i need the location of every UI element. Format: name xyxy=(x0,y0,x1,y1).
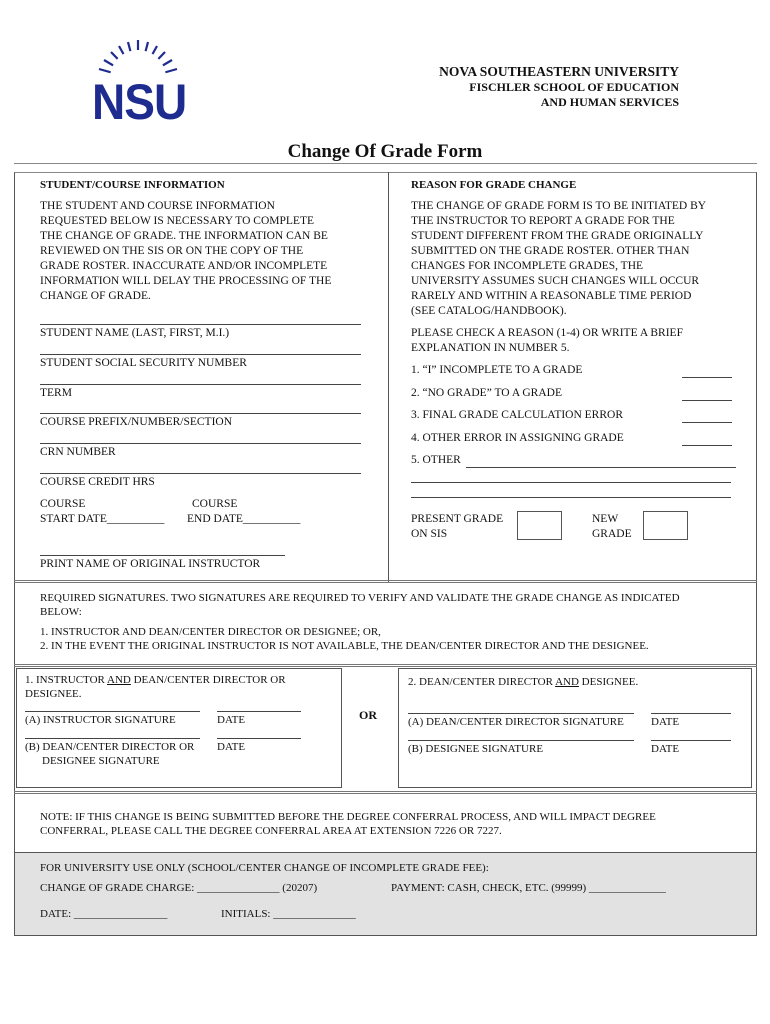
university-use-heading: FOR UNIVERSITY USE ONLY (SCHOOL/CENTER CHANGE OF INCOMPLETE GRADE FEE): xyxy=(40,862,489,874)
course-prefix-line[interactable] xyxy=(40,413,361,414)
designee-signature-line[interactable] xyxy=(408,740,634,741)
school-name-line2: AND HUMAN SERVICES xyxy=(540,95,679,109)
ssn-label: STUDENT SOCIAL SECURITY NUMBER xyxy=(40,357,247,369)
reason-5-line[interactable] xyxy=(466,467,736,468)
designee-signature-label: (B) DESIGNEE SIGNATURE xyxy=(408,743,544,755)
student-name-label: STUDENT NAME (LAST, FIRST, M.I.) xyxy=(40,327,230,339)
instructor-signature-line[interactable] xyxy=(25,711,200,712)
date-field[interactable]: DATE: _________________ xyxy=(40,908,168,920)
page-title: Change Of Grade Form xyxy=(287,141,483,162)
present-grade-box[interactable] xyxy=(517,511,562,540)
credit-hrs-line[interactable] xyxy=(40,473,361,474)
instructor-signature-label: (A) INSTRUCTOR SIGNATURE xyxy=(25,714,176,726)
reason-3-check[interactable] xyxy=(682,422,732,423)
reason-1-label: 1. “I” INCOMPLETE TO A GRADE xyxy=(411,364,583,376)
instructor-name-label: PRINT NAME OF ORIGINAL INSTRUCTOR xyxy=(40,558,261,570)
ssn-line[interactable] xyxy=(40,354,361,355)
signatures-options: 1. INSTRUCTOR AND DEAN/CENTER DIRECTOR OR DESIGNEE; OR, 2. IN THE EVENT THE ORIGINAL INSTRUCTOR IS NOT AVAILABLE, THE DEAN/CENTER DIRECTOR AND THE DESIGNEE. xyxy=(40,626,649,652)
column-divider xyxy=(388,172,389,582)
reason-instruction: PLEASE CHECK A REASON (1-4) OR WRITE A BRIEF EXPLANATION IN NUMBER 5. xyxy=(411,327,683,354)
course-prefix-label: COURSE PREFIX/NUMBER/SECTION xyxy=(40,416,233,428)
reason-intro: THE CHANGE OF GRADE FORM IS TO BE INITIATED BY THE INSTRUCTOR TO REPORT A GRADE FOR THE STUDENT DIFFERENT FROM THE GRADE ORIGINALLY SUBMITTED ON THE GRADE ROSTER. OTHER THAN CHANGES FOR INCOMPLETE GRADES, THE UNIVERSITY ASSUMES SUCH CHANGES WILL OCCUR RARELY AND WITHIN A REASONABLE TIME PERIOD (SEE CATALOG/HANDBOOK). xyxy=(411,200,707,317)
designee-date-label: DATE xyxy=(651,743,680,755)
course-end-date[interactable]: END DATE__________ xyxy=(187,513,301,525)
nsu-logo xyxy=(90,38,186,130)
reason-2-label: 2. “NO GRADE” TO A GRADE xyxy=(411,387,562,399)
student-name-line[interactable] xyxy=(40,324,361,325)
payment-field[interactable]: PAYMENT: CASH, CHECK, ETC. (99999) ______________ xyxy=(391,882,666,894)
course-start-date[interactable]: START DATE__________ xyxy=(40,513,165,525)
instructor-name-line[interactable] xyxy=(40,555,285,556)
charge-field[interactable]: CHANGE OF GRADE CHARGE: _______________ (20207) xyxy=(40,882,318,894)
signatures-intro: REQUIRED SIGNATURES. TWO SIGNATURES ARE REQUIRED TO VERIFY AND VALIDATE THE GRADE CHANGE AS INDICATED BELOW: xyxy=(40,592,680,618)
title-rule xyxy=(14,163,757,164)
dean-signature-line[interactable] xyxy=(25,738,200,739)
new-grade-label: NEW GRADE xyxy=(592,513,632,540)
term-line[interactable] xyxy=(40,384,361,385)
instructor-date-label: DATE xyxy=(217,714,246,726)
reason-4-check[interactable] xyxy=(682,445,732,446)
reason-5-label: 5. OTHER xyxy=(411,454,461,466)
reason-4-label: 4. OTHER ERROR IN ASSIGNING GRADE xyxy=(411,432,624,444)
note-text: NOTE: IF THIS CHANGE IS BEING SUBMITTED BEFORE THE DEGREE CONFERRAL PROCESS, AND WILL IMPACT DEGREE CONFERRAL, PLEASE CALL THE DEGREE CONFERRAL AREA AT EXTENSION 7226 OR 7227. xyxy=(40,811,656,837)
designee-date-line[interactable] xyxy=(651,740,731,741)
reason-5-line-3[interactable] xyxy=(411,497,731,498)
dean-date-label: DATE xyxy=(217,741,246,753)
dean-director-date-line[interactable] xyxy=(651,713,731,714)
reason-2-check[interactable] xyxy=(682,400,732,401)
reason-5-line-2[interactable] xyxy=(411,482,731,483)
student-course-heading: STUDENT/COURSE INFORMATION xyxy=(40,179,225,191)
signature-option-2-title: 2. DEAN/CENTER DIRECTOR AND DESIGNEE. xyxy=(408,676,639,688)
dean-director-signature-label: (A) DEAN/CENTER DIRECTOR SIGNATURE xyxy=(408,716,624,728)
dean-date-line[interactable] xyxy=(217,738,301,739)
present-grade-label: PRESENT GRADE ON SIS xyxy=(411,513,504,540)
instructor-date-line[interactable] xyxy=(217,711,301,712)
signature-option-1-title: 1. INSTRUCTOR AND DEAN/CENTER DIRECTOR OR DESIGNEE. xyxy=(25,674,286,700)
dean-director-signature-line[interactable] xyxy=(408,713,634,714)
university-name: NOVA SOUTHEASTERN UNIVERSITY xyxy=(439,64,679,79)
term-label: TERM xyxy=(40,387,72,399)
initials-field[interactable]: INITIALS: _______________ xyxy=(221,908,356,920)
school-name-line1: FISCHLER SCHOOL OF EDUCATION xyxy=(469,80,679,94)
course-start-label-1: COURSE xyxy=(40,498,86,510)
reason-3-label: 3. FINAL GRADE CALCULATION ERROR xyxy=(411,409,624,421)
dean-signature-label: (B) DEAN/CENTER DIRECTOR OR DESIGNEE SIGNATURE xyxy=(25,741,195,767)
signatures-divider xyxy=(14,664,757,667)
course-end-label-1: COURSE xyxy=(192,498,238,510)
new-grade-box[interactable] xyxy=(643,511,688,540)
crn-line[interactable] xyxy=(40,443,361,444)
student-intro: THE STUDENT AND COURSE INFORMATION REQUESTED BELOW IS NECESSARY TO COMPLETE THE CHANGE OF GRADE. THE INFORMATION CAN BE REVIEWED ON THE SIS OR ON THE COPY OF THE GRADE ROSTER. INACCURATE AND/OR INCOMPLETE INFORMATION WILL DELAY THE PROCESSING OF THE CHANGE OF GRADE. xyxy=(40,200,332,302)
or-separator: OR xyxy=(359,708,377,722)
credit-hrs-label: COURSE CREDIT HRS xyxy=(40,476,155,488)
reason-heading: REASON FOR GRADE CHANGE xyxy=(411,179,577,191)
logo-text: NSU xyxy=(92,74,187,130)
crn-label: CRN NUMBER xyxy=(40,446,116,458)
dean-director-date-label: DATE xyxy=(651,716,680,728)
reason-1-check[interactable] xyxy=(682,377,732,378)
